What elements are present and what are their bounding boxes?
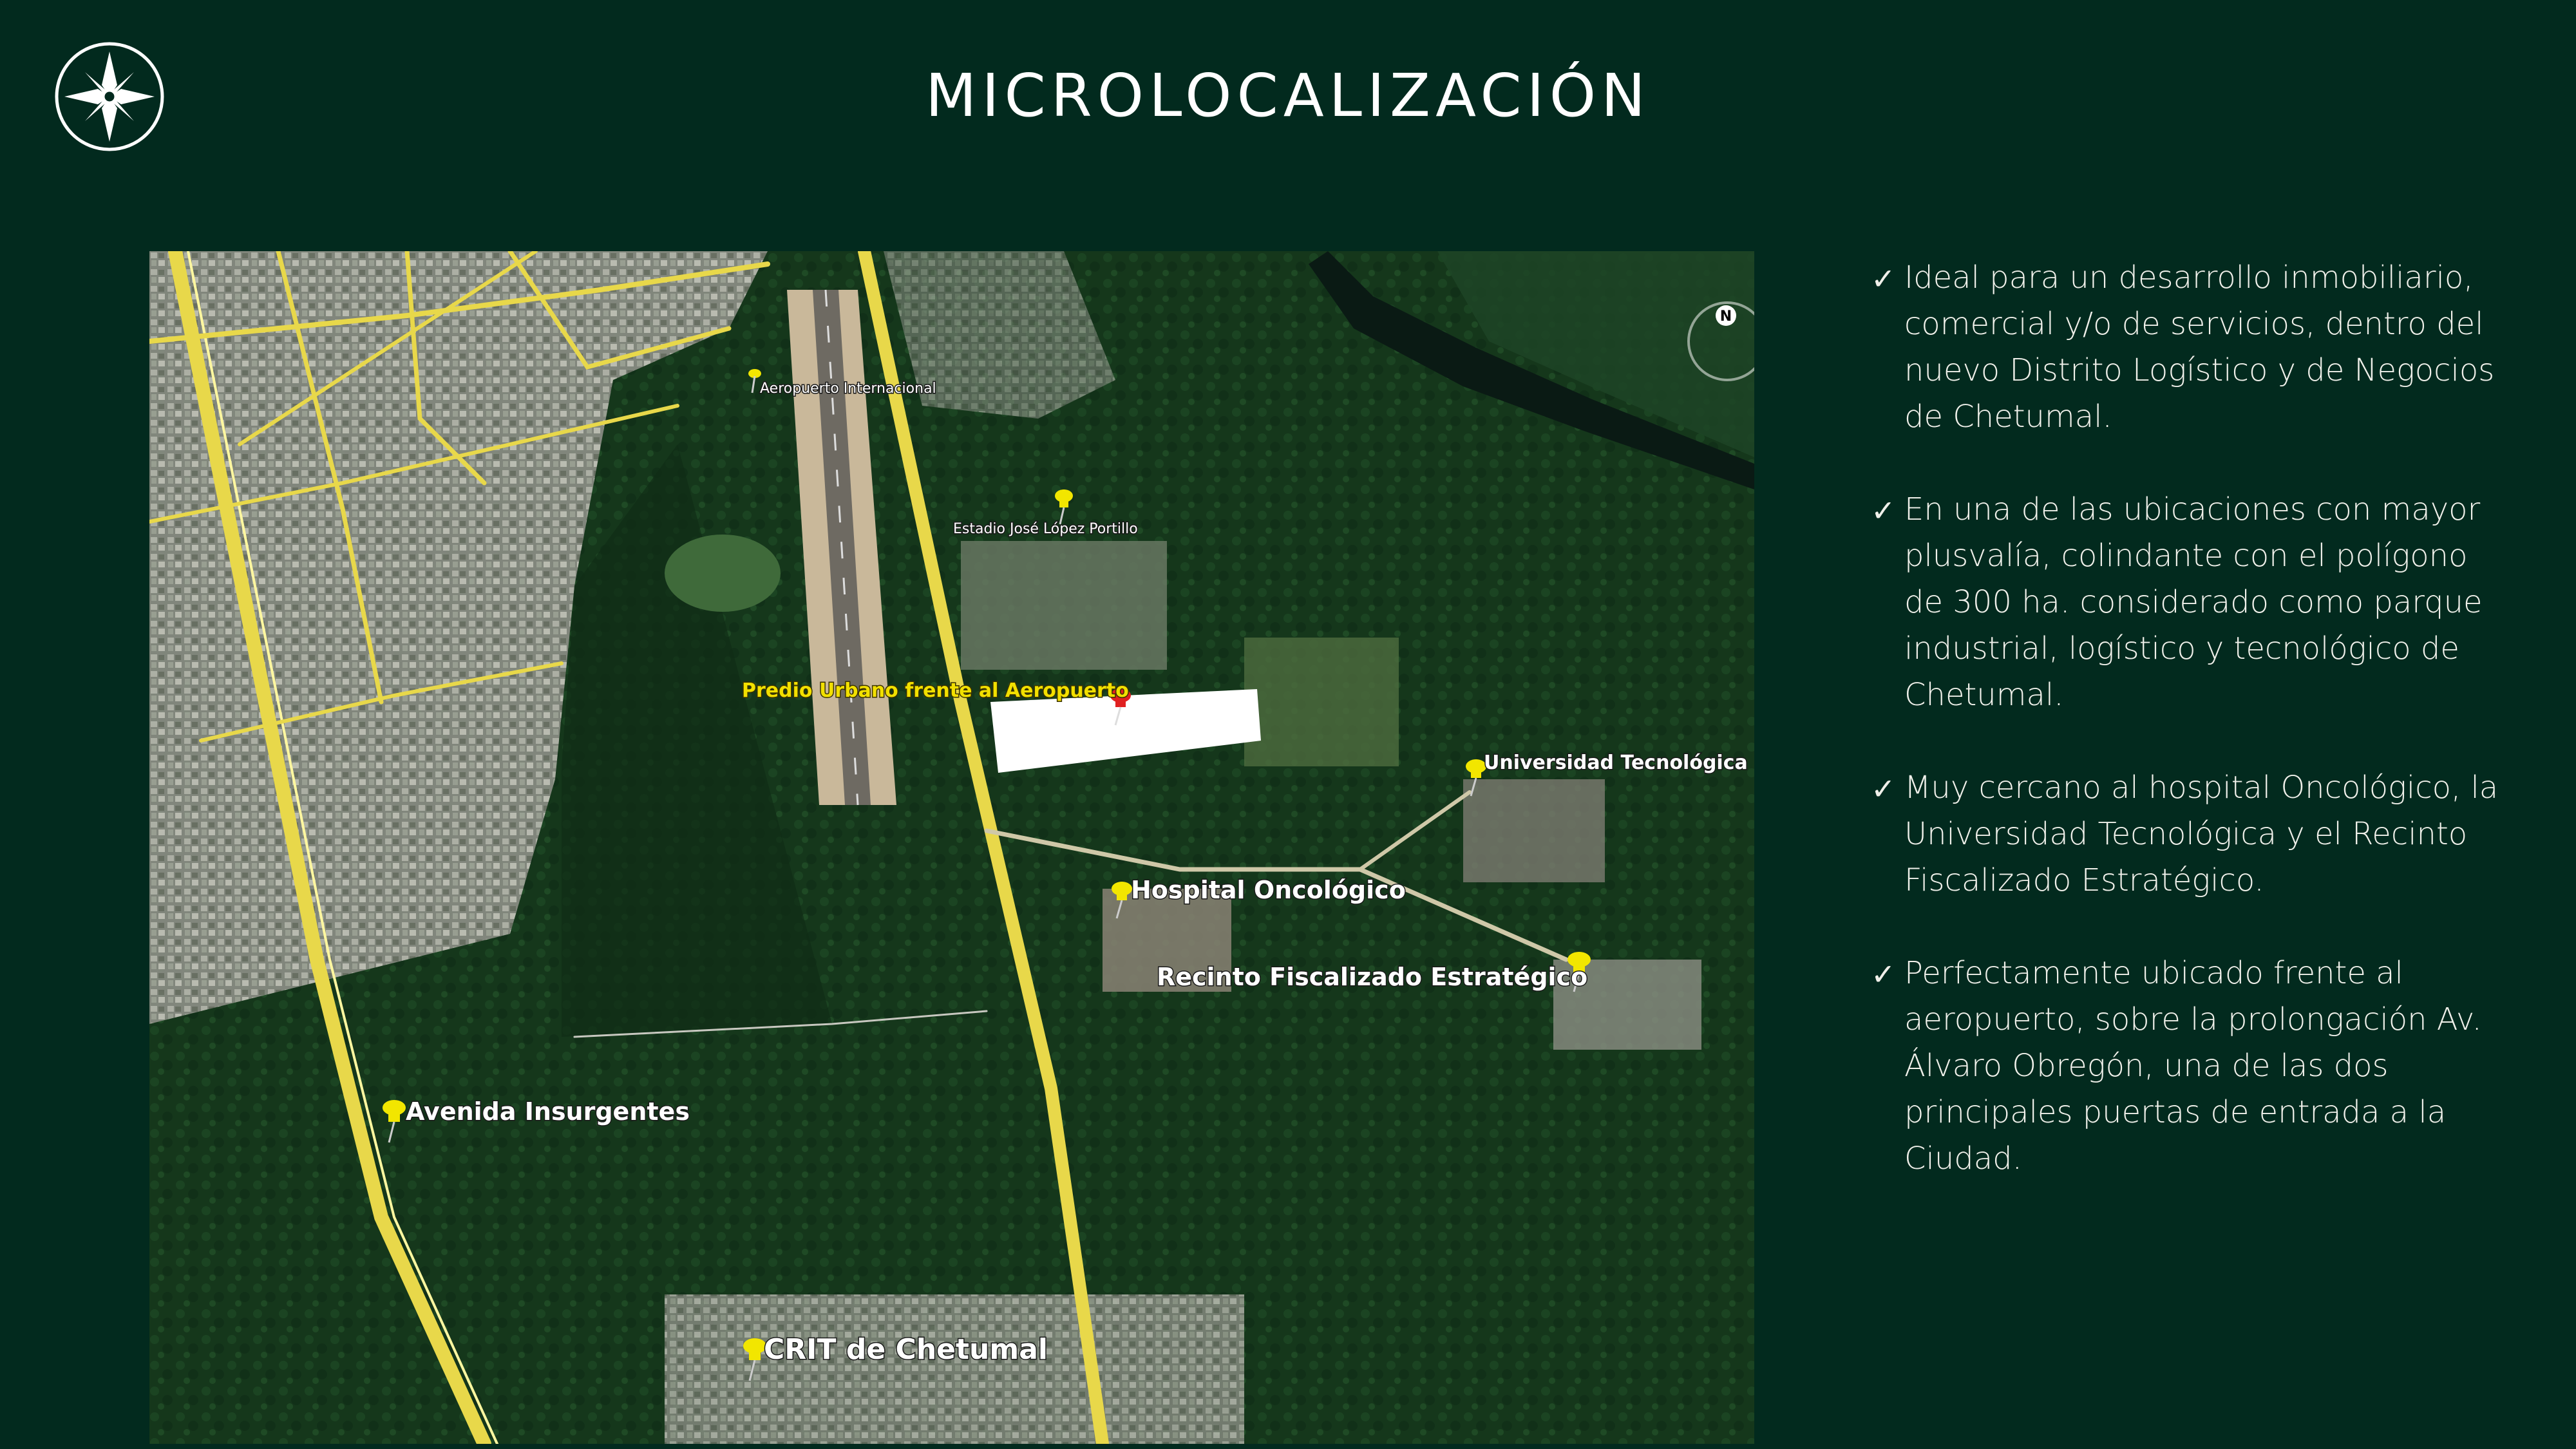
label-stadium: Estadio José López Portillo: [953, 521, 1138, 537]
feature-list: [1871, 254, 2515, 1228]
label-customs: Recinto Fiscalizado Estratégico: [1157, 963, 1588, 991]
label-property: Predio Urbano frente al Aeropuerto: [742, 679, 1129, 702]
check-icon: ✓: [1871, 772, 1896, 806]
check-icon: ✓: [1871, 493, 1896, 528]
compass-letter: N: [1719, 308, 1732, 325]
stadium-area: [961, 541, 1167, 670]
label-avenue: Avenida Insurgentes: [406, 1097, 690, 1126]
page-title: MICROLOCALIZACIÓN: [925, 61, 1651, 130]
check-icon: ✓: [1871, 261, 1896, 296]
label-airport: Aeropuerto Internacional: [760, 381, 936, 397]
feature-item: [1871, 254, 2515, 440]
feature-text: En una de las ubicaciones con mayor plusvalía, colindante con el polígono de 300 ha. considerado como parque industrial, logístico y tecnológico de Chetumal.: [1904, 491, 2483, 713]
feature-item: [1871, 950, 2515, 1182]
check-icon: ✓: [1871, 957, 1896, 992]
map-image: [149, 251, 1754, 1444]
feature-text: Muy cercano al hospital Oncológico, la Universidad Tecnológica y el Recinto Fiscalizado Estratégico.: [1904, 770, 2499, 898]
label-university: Universidad Tecnológica: [1484, 752, 1748, 774]
feature-item: [1871, 764, 2515, 904]
field: [665, 535, 781, 612]
feature-text: Ideal para un desarrollo inmobiliario, comercial y/o de servicios, dentro del nuevo Distrito Logístico y de Negocios de Chetumal.: [1904, 260, 2495, 435]
feature-text: Perfectamente ubicado frente al aeropuerto, sobre la prolongación Av. Álvaro Obregón, una de las dos principales puertas de entrada a la Ciudad.: [1904, 955, 2482, 1177]
label-crit: CRIT de Chetumal: [764, 1333, 1048, 1366]
university-area: [1463, 779, 1605, 882]
label-hospital: Hospital Oncológico: [1131, 876, 1406, 904]
feature-item: [1871, 486, 2515, 718]
satellite-map[interactable]: [149, 251, 1754, 1444]
